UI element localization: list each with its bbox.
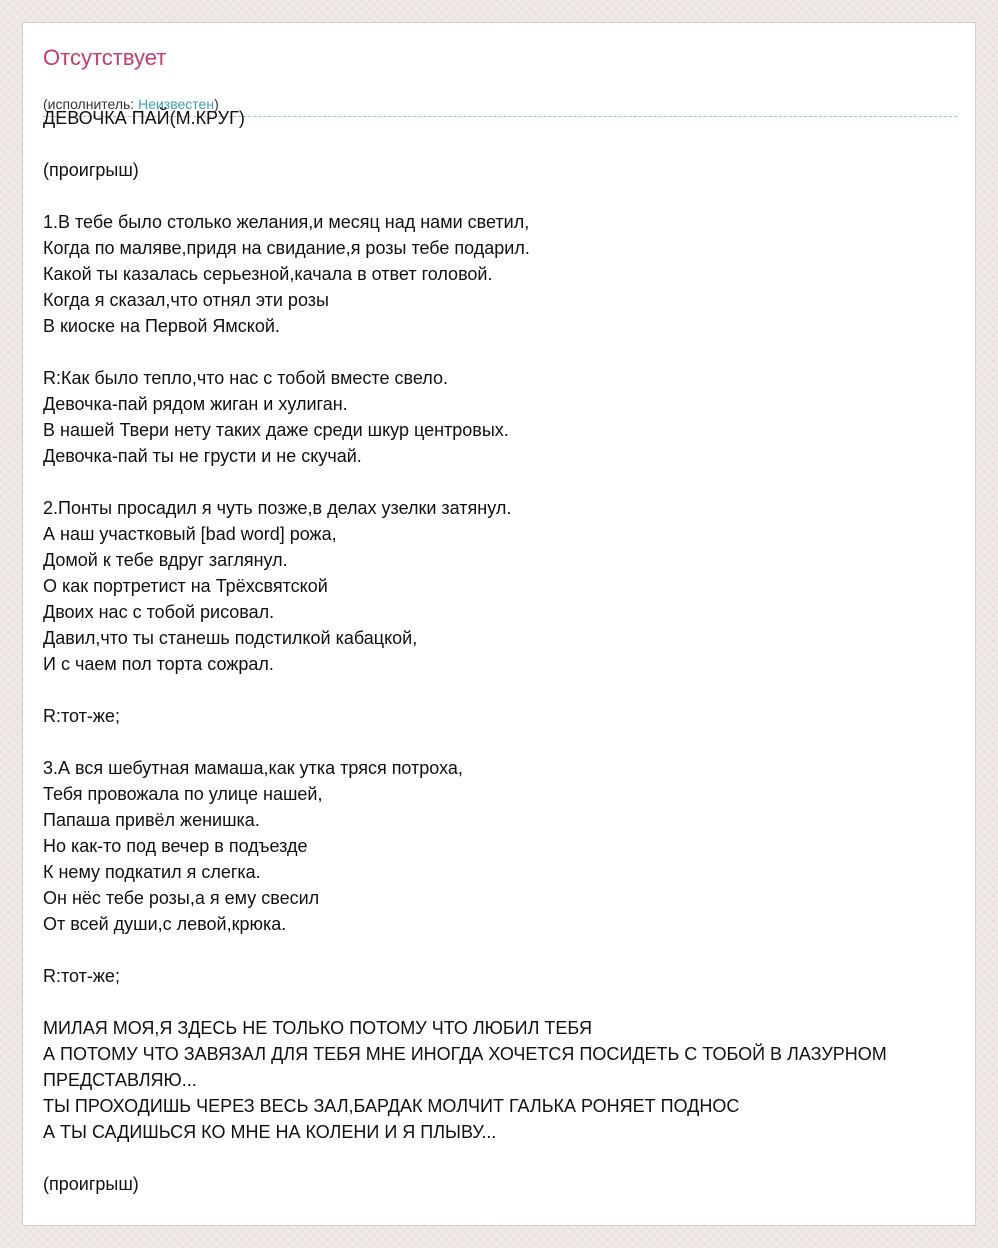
artist-label: (исполнитель:	[43, 96, 139, 112]
lyric-line	[43, 131, 976, 157]
lyric-line: ТЫ ПРОХОДИШЬ ЧЕРЕЗ ВЕСЬ ЗАЛ,БАРДАК МОЛЧИТ ГАЛЬКА РОНЯЕТ ПОДНОС	[43, 1096, 740, 1116]
lyric-line	[43, 989, 976, 1015]
song-title: Отсутствует	[43, 45, 167, 70]
lyric-line	[43, 729, 976, 755]
lyric-line: А ПОТОМУ ЧТО ЗАВЯЗАЛ ДЛЯ ТЕБЯ МНЕ ИНОГДА ХОЧЕТСЯ ПОСИДЕТЬ С ТОБОЙ В ЛАЗУРНОМ	[43, 1044, 887, 1064]
lyric-line: Давил,что ты станешь подстилкой кабацкой,	[43, 628, 418, 648]
lyric-line: Папаша привёл женишка.	[43, 810, 260, 830]
lyric-line: МИЛАЯ МОЯ,Я ЗДЕСЬ НЕ ТОЛЬКО ПОТОМУ ЧТО ЛЮБИЛ ТЕБЯ	[43, 1018, 593, 1038]
lyric-line: Но как-то под вечер в подъезде	[43, 836, 308, 856]
lyric-line: 1.В тебе было столько желания,и месяц над нами светил,	[43, 212, 530, 232]
lyric-line: Он нёс тебе розы,а я ему свесил	[43, 888, 320, 908]
artist-link[interactable]: Неизвестен	[138, 96, 215, 112]
lyric-line: Когда по маляве,придя на свидание,я розы тебе подарил.	[43, 238, 530, 258]
lyrics-body	[43, 105, 976, 1197]
lyric-line: ПРЕДСТАВЛЯЮ...	[43, 1070, 197, 1090]
lyric-line: И с чаем пол торта сожрал.	[43, 654, 274, 674]
lyric-line: В киоске на Первой Ямской.	[43, 316, 280, 336]
lyric-line: 2.Понты просадил я чуть позже,в делах узелки затянул.	[43, 498, 512, 518]
lyric-line	[43, 677, 976, 703]
lyric-line	[43, 937, 976, 963]
lyric-line: Домой к тебе вдруг заглянул.	[43, 550, 288, 570]
lyrics-card	[22, 22, 976, 1226]
lyric-line: (проигрыш)	[43, 160, 139, 180]
lyric-line: Девочка-пай ты не грусти и не скучай.	[43, 446, 362, 466]
lyric-line: 3.А вся шебутная мамаша,как утка тряся потроха,	[43, 758, 463, 778]
lyric-line	[43, 1145, 976, 1171]
lyric-line: (проигрыш)	[43, 1174, 139, 1194]
lyric-line: В нашей Твери нету таких даже среди шкур центровых.	[43, 420, 509, 440]
lyric-line: R:тот-же;	[43, 966, 120, 986]
lyric-line: А ТЫ САДИШЬСЯ КО МНЕ НА КОЛЕНИ И Я ПЛЫВУ...	[43, 1122, 497, 1142]
lyric-line: R:тот-же;	[43, 706, 120, 726]
lyric-line	[43, 183, 976, 209]
lyric-line: А наш участковый [bad word] рожа,	[43, 524, 337, 544]
lyric-line: К нему подкатил я слегка.	[43, 862, 261, 882]
lyric-line: ДЕВОЧКА ПАЙ(М.КРУГ)	[43, 108, 245, 128]
lyric-line: Девочка-пай рядом жиган и хулиган.	[43, 394, 348, 414]
lyric-line: R:Как было тепло,что нас с тобой вместе свело.	[43, 368, 448, 388]
lyric-line: О как портретист на Трёхсвятской	[43, 576, 328, 596]
artist-label-close: )	[214, 96, 219, 112]
lyric-line	[43, 339, 976, 365]
lyric-line: Тебя провожала по улице нашей,	[43, 784, 323, 804]
lyric-line: От всей души,с левой,крюка.	[43, 914, 287, 934]
lyric-line: Двоих нас с тобой рисовал.	[43, 602, 275, 622]
lyric-line: Когда я сказал,что отнял эти розы	[43, 290, 329, 310]
lyric-line	[43, 469, 976, 495]
lyric-line: Какой ты казалась серьезной,качала в ответ головой.	[43, 264, 493, 284]
